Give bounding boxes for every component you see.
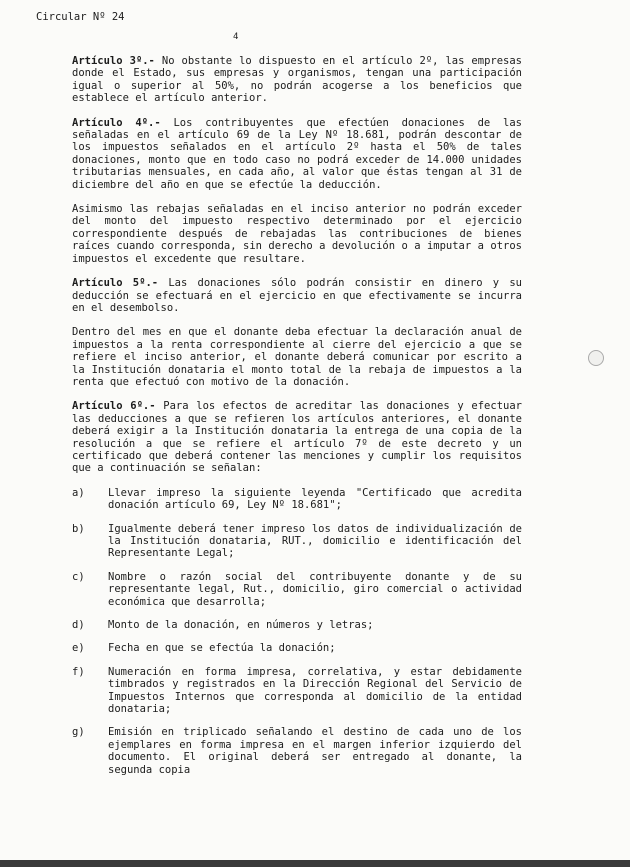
document-body [72,55,522,787]
list-item-label: b) [72,522,85,535]
article-label: Artículo 3º.- [72,55,155,67]
list-item-text: Nombre o razón social del contribuyente donante y de su representante legal, Rut., domicilio, giro comercial o actividad económica que desarrolla; [108,570,522,608]
list-item-text: Igualmente deberá tener impreso los datos de individualización de la Institución donataria, RUT., domicilio e identificación del Representante Legal; [108,522,522,560]
list-item-label: a) [72,486,85,499]
list-item-text: Emisión en triplicado señalando el destino de cada uno de los ejemplares en forma impresa en el margen inferior izquierdo del documento. El original deberá ser entregado al donante, la segunda copia [108,726,522,776]
list-item-text: Fecha en que se efectúa la donación; [108,642,336,655]
list-item [72,726,522,776]
list-item [72,642,522,654]
paragraph-articulo-6 [72,400,522,474]
article-label: Artículo 6º.- [72,400,156,413]
paragraph-articulo-4 [72,117,522,191]
scan-bottom-edge [0,860,630,867]
paragraph-text: No obstante lo dispuesto en el artículo 2º, las empresas donde el Estado, sus empresas y organismos, tengan una participación igual o superior al 50%, no podrán acogerse a los beneficios que establece el artículo anterior. [72,55,523,105]
article-label: Artículo 5º.- [72,277,159,290]
document-header: Circular Nº 24 [36,11,125,23]
list-item [72,487,522,512]
paragraph-articulo-5 [72,277,522,314]
list-item-label: c) [72,570,85,583]
paragraph-text: Asimismo las rebajas señaladas en el inciso anterior no podrán exceder del monto del impuesto respectivo determinado por el ejercicio correspondiente después de rebajadas las contribuciones de bienes raíces cuando corresponda, sin derecho a devolución o a imputar a otros impuestos el excedente que resultare. [72,203,522,265]
paragraph-asimismo [72,203,522,265]
list-item [72,619,522,631]
list-item-label: d) [72,619,85,632]
list-item-text: Monto de la donación, en números y letras; [108,619,374,632]
list-item [72,666,522,716]
list-item [72,523,522,560]
list-item-text: Llevar impreso la siguiente leyenda "Certificado que acredita donación artículo 69, Ley Nº 18.681"; [108,486,522,512]
punch-hole-mark [588,350,604,366]
list-item-text: Numeración en forma impresa, correlativa, y estar debidamente timbrados y registrados en la Dirección Regional del Servicio de Impuestos Internos que corresponda al domicilio de la entidad donataria; [108,665,522,716]
paragraph-text: Para los efectos de acreditar las donaciones y efectuar las deducciones a que se refieren los artículos anteriores, el donante deberá exigir a la Institución donataria la entrega de una copia de la resolución a que se refiere el artículo 7º de este decreto y un certificado que deberá contener las menciones y cumplir los requisitos que a continuación se señalan: [72,400,522,475]
list-item [72,571,522,608]
list-item-label: f) [72,665,85,678]
paragraph-text: Las donaciones sólo podrán consistir en dinero y su deducción se efectuará en el ejercicio en que efectivamente se incurra en el desembolso. [72,277,522,314]
paragraph-text: Dentro del mes en que el donante deba efectuar la declaración anual de impuestos a la renta correspondiente al cierre del ejercicio a que se refiere el inciso anterior, el donante deberá comunicar por escrito a la Institución donataria el monto total de la rebaja de impuestos a la renta que efectuó con motivo de la donación. [72,326,522,388]
list-item-label: e) [72,642,85,655]
paragraph-dentro-del-mes [72,326,522,388]
article-label: Artículo 4º.- [72,116,161,129]
page-number: 4 [233,32,239,42]
paragraph-articulo-3 [72,55,522,105]
paragraph-text: Los contribuyentes que efectúen donaciones de las señaladas en el artículo 69 de la Ley Nº 18.681, podrán descontar de los impuestos señalados en el artículo 2º hasta el 50% de tales donaciones, monto que en todo caso no podrá exceder de 14.000 unidades tributarias mensuales, en cada año, al valor que éstas tengan al 31 de diciembre del año en que se efectúe la deducción. [72,116,523,191]
list-item-label: g) [72,726,85,739]
